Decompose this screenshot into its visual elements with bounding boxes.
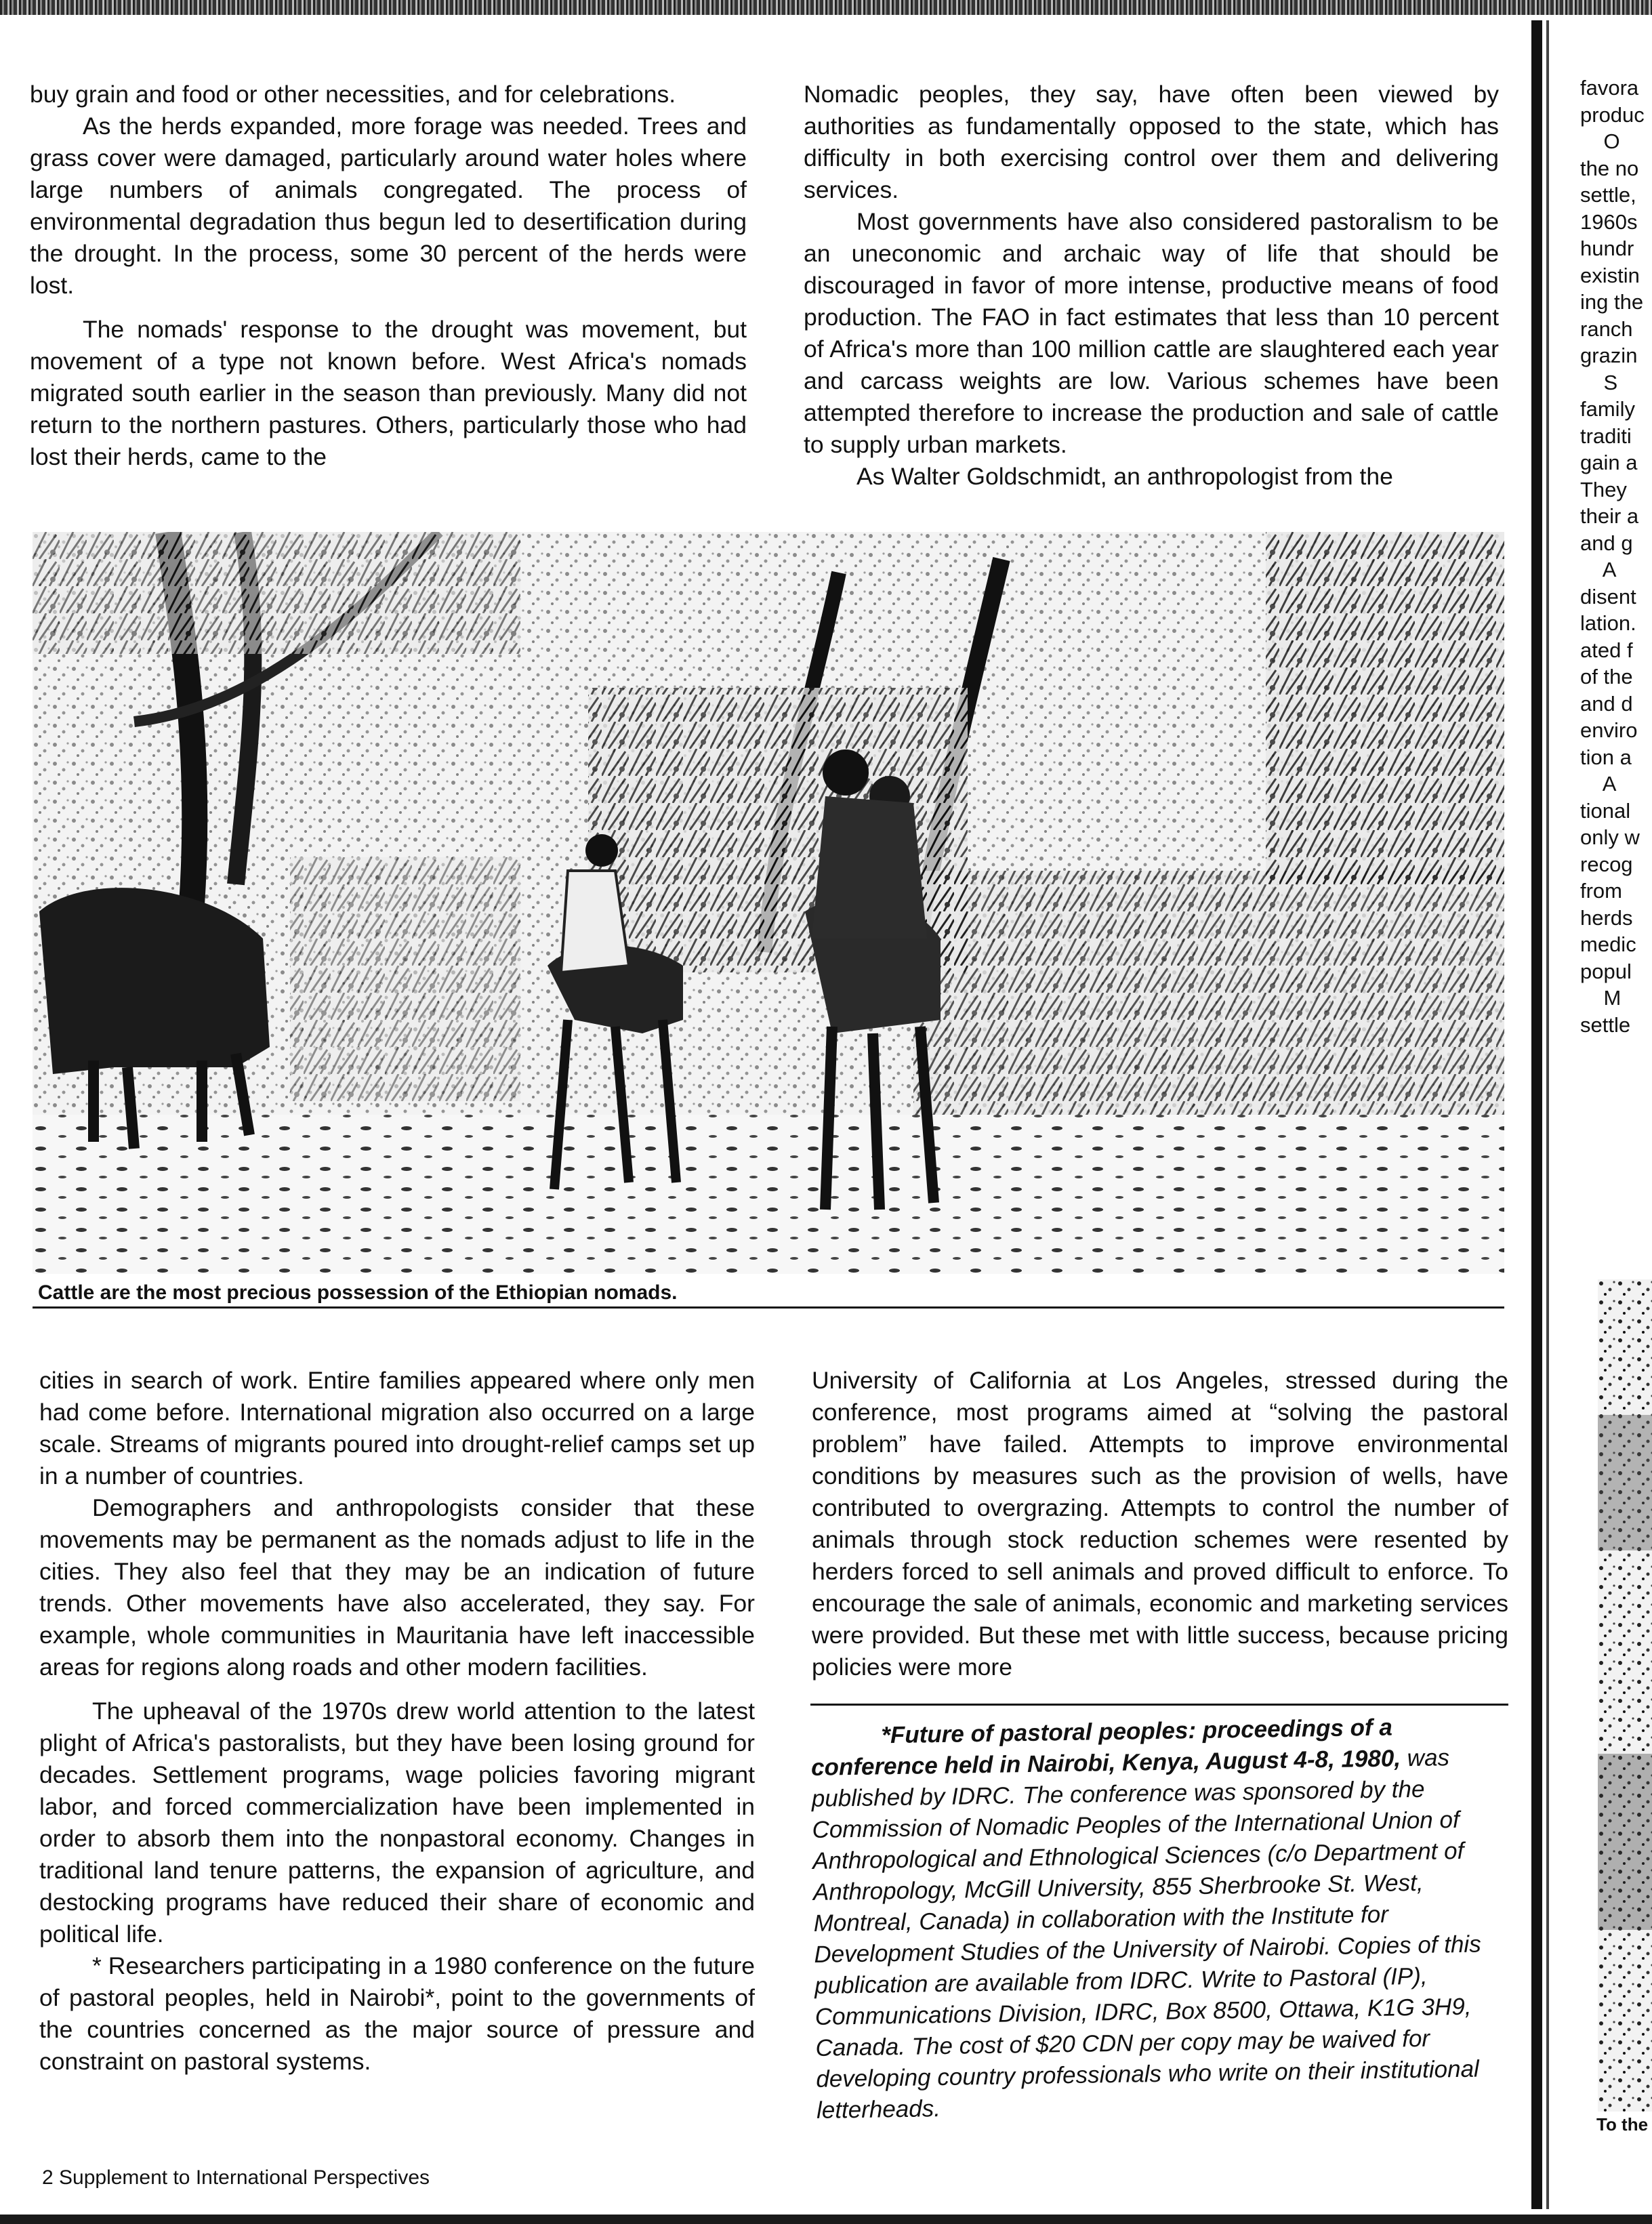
footnote	[810, 1710, 1514, 2126]
photo-caption: Cattle are the most precious possession of the Ethiopian nomads.	[38, 1281, 678, 1304]
scan-edge-bottom	[0, 2215, 1652, 2224]
paragraph: Nomadic peoples, they say, have often been viewed by authorities as fundamentally opposed to the state, which has difficulty in both exercising control over them and delivering services.	[804, 81, 1499, 203]
paragraph: cities in search of work. Entire families appeared where only men had come before. International migration also occurred on a large scale. Streams of migrants poured into drought-relief camps set up in a number of countries.	[39, 1367, 755, 1489]
footnote-title: *Future of pastoral peoples: proceedings of a conference held in Nairobi, Kenya, August 4-8, 1980,	[810, 1714, 1401, 1781]
paragraph: Most governments have also considered pastoralism to be an uneconomic and archaic way of life that should be discouraged in favor of more intense, productive means of food production. The FAO in fact estimates that less than 10 percent of Africa's more than 100 million cattle are slaughtered each year and carcass weights are low. Various schemes have been attempted therefore to increase the production and sale of cattle to supply urban markets.	[804, 208, 1499, 458]
article-column-top-right	[804, 79, 1499, 493]
paragraph: buy grain and food or other necessities, and for celebrations.	[30, 81, 676, 108]
article-column-top-left	[30, 79, 747, 473]
footnote-rule	[810, 1704, 1508, 1706]
nomads-cattle-photo	[33, 532, 1504, 1274]
facing-page-caption: To the	[1596, 2114, 1649, 2135]
scan-edge-top	[0, 0, 1652, 15]
paragraph: Demographers and anthropologists consider that these movements may be permanent as the nomads adjust to life in the cities. They also feel that they may be an indication of future trends. Other movements have also accelerated, they say. For example, whole communities in Mauritania have left inaccessible areas for regions along roads and other modern facilities.	[39, 1494, 755, 1681]
article-column-bottom-right	[812, 1365, 1508, 1683]
paragraph: The nomads' response to the drought was movement, but movement of a type not known before. West Africa's nomads migrated south earlier in the season than previously. Many did not return to the northern pastures. Others, particularly those who had lost their herds, came to the	[30, 316, 747, 470]
binding-shadow	[1546, 20, 1549, 2209]
facing-page-photo-fragment	[1598, 1279, 1652, 2112]
paragraph: As Walter Goldschmidt, an anthropologist from the	[856, 463, 1393, 490]
article-column-bottom-left	[39, 1365, 755, 2078]
facing-page-text-fragment: favora produc O the no settle, 1960s hundr existin ing the ranch grazin S family traditi gain a They their a and g A disent lation. ated f of the and d enviro tion a A tional only w recog from herds medic popul M settle	[1580, 76, 1645, 1037]
paragraph: As the herds expanded, more forage was needed. Trees and grass cover were damaged, particularly around water holes where large numbers of animals congregated. The process of environmental degradation thus begun led to desertification during the drought. In the process, some 30 percent of the herds were lost.	[30, 112, 747, 299]
paragraph: University of California at Los Angeles, stressed during the conference, most programs aimed at “solving the pastoral problem” have failed. Attempts to improve environmental conditions by measures such as the provision of wells, have contributed to overgrazing. Attempts to control the number of animals through stock reduction schemes were resented by herders forced to sell animals and proved difficult to enforce. To encourage the sale of animals, economic and marketing services were provided. But these met with little success, because pricing policies were more	[812, 1367, 1508, 1681]
binding-edge	[1531, 20, 1542, 2209]
caption-rule	[33, 1306, 1504, 1309]
page-footer: 2 Supplement to International Perspectives	[42, 2166, 430, 2189]
paragraph: The upheaval of the 1970s drew world attention to the latest plight of Africa's pastoralists, but they have been losing ground for decades. Settlement programs, wage policies favoring migrant labor, and forced commercialization have been implemented in order to absorb them into the nonpastoral economy. Changes in traditional land tenure patterns, the expansion of agriculture, and destocking programs have reduced their share of economic and political life.	[39, 1697, 755, 1948]
paragraph: * Researchers participating in a 1980 conference on the future of pastoral peoples, held in Nairobi*, point to the governments of the countries concerned as the major source of pressure and constraint on pastoral systems.	[39, 1952, 755, 2075]
footnote-body: was published by IDRC. The conference was sponsored by the Commission of Nomadic Peoples of the International Union of Anthropological and Ethnological Sciences (c/o Department of Anthropology, McGill University, 855 Sherbrooke St. West, Montreal, Canada) in collaboration with the Institute for Development Studies of the University of Nairobi. Copies of this publication are available from IDRC. Write to Pastoral (IP), Communications Division, IDRC, Box 8500, Ottawa, K1G 3H9, Canada. The cost of $20 CDN per copy may be waived for developing country professionals who write on their institutional letterheads.	[811, 1744, 1481, 2124]
